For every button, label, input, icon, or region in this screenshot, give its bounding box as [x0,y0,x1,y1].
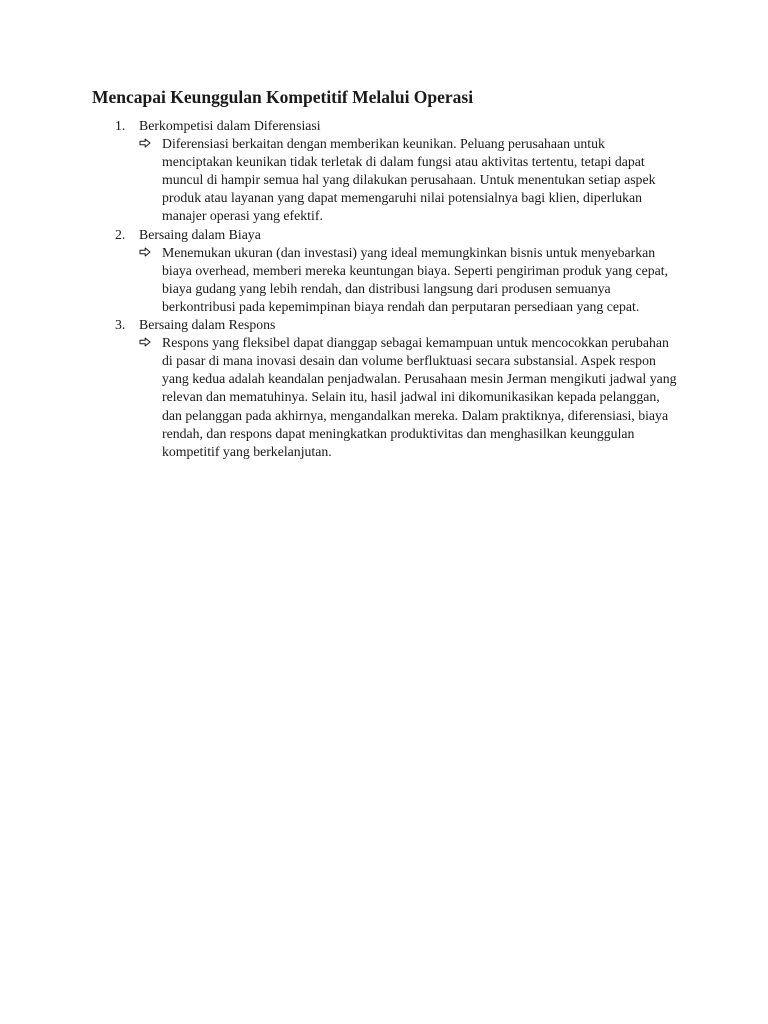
section-heading-row [92,316,682,334]
arrow-bullet-icon [139,135,162,225]
document-page [92,86,682,461]
section-number: 3. [115,317,126,333]
arrow-bullet-icon [139,334,162,461]
section-item [92,316,682,461]
point-text: Menemukan ukuran (dan investasi) yang ideal memungkinkan bisnis untuk menyebarkan biaya overhead, memberi mereka keuntungan biaya. Seperti pengiriman produk yang cepat, biaya gudang yang lebih rendah, dan distribusi langsung dari produsen semuanya berkontribusi pada kepemimpinan biaya rendah dan perputaran persediaan yang cepat. [162,244,669,314]
section-point [139,334,682,461]
section-heading: Bersaing dalam Biaya [139,226,261,242]
section-point [139,135,682,225]
document-title: Mencapai Keunggulan Kompetitif Melalui Operasi [92,87,474,107]
section-point [139,244,682,316]
section-heading-row [92,226,682,244]
section-number: 2. [115,226,126,242]
point-text: Respons yang fleksibel dapat dianggap sebagai kemampuan untuk mencocokkan perubahan di pasar di mana inovasi desain dan volume berfluktuasi secara substansial. Aspek respon yang kedua adalah keandalan penjadwalan. Perusahaan mesin Jerman mengikuti jadwal yang relevan dan mematuhinya. Selain itu, hasil jadwal ini dikomunikasikan kepada pelanggan, dan pelanggan pada akhirnya, mengandalkan mereka. Dalam praktiknya, diferensiasi, biaya rendah, dan respons dapat meningkatkan produktivitas dan menghasilkan keunggulan kompetitif yang berkelanjutan. [162,335,677,459]
arrow-bullet-icon [139,244,162,316]
section-item [92,226,682,316]
section-heading: Bersaing dalam Respons [139,317,276,333]
section-heading: Berkompetisi dalam Diferensiasi [139,118,321,133]
section-list [92,117,682,461]
section-number: 1. [115,118,126,133]
section-item [92,117,682,226]
point-text: Diferensiasi berkaitan dengan memberikan keunikan. Peluang perusahaan untuk menciptakan keunikan tidak terletak di dalam fungsi atau aktivitas tertentu, tetapi dapat muncul di hampir semua hal yang dilakukan perusahaan. Untuk menentukan setiap aspek produk atau layanan yang dapat memengaruhi nilai potensialnya bagi klien, diperlukan manajer operasi yang efektif. [162,136,656,224]
section-heading-row [92,117,682,135]
